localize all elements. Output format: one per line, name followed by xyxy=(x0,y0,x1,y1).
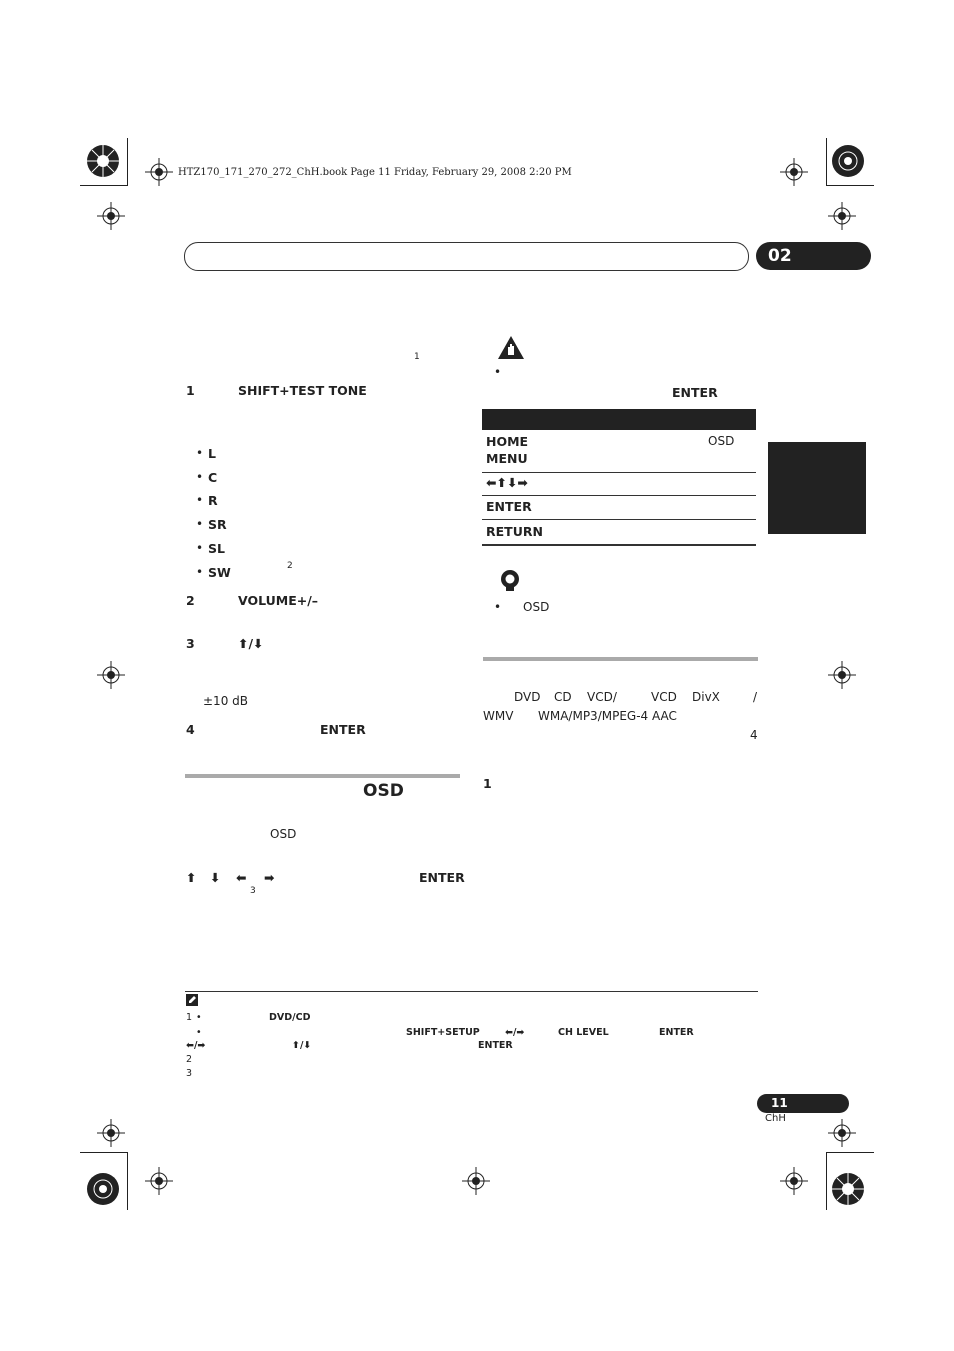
crosshair-mark-icon xyxy=(97,1119,125,1147)
step-number: 1 xyxy=(483,776,492,791)
format-vcd-slash: VCD/ xyxy=(587,690,617,704)
footnote-ref: 2 xyxy=(287,561,293,571)
note-number: 3 xyxy=(186,1068,193,1079)
channel-label: SR xyxy=(208,517,227,532)
table-divider xyxy=(482,495,756,496)
note-key: CH LEVEL xyxy=(558,1027,609,1038)
format-wmv: WMV xyxy=(483,709,514,723)
format-dvd: DVD xyxy=(514,690,541,704)
list-bullet: • xyxy=(494,600,502,614)
step-number: 3 xyxy=(186,636,195,651)
key-right: ➡ xyxy=(264,870,275,885)
crosshair-mark-icon xyxy=(780,158,808,186)
table-desc: OSD xyxy=(708,434,735,448)
language-code: ChH xyxy=(765,1113,786,1124)
registration-wheel-icon xyxy=(86,144,120,178)
language-side-tab xyxy=(768,442,866,534)
format-cd: CD xyxy=(554,690,572,704)
registration-wheel-icon xyxy=(831,1172,865,1206)
tip-lightbulb-icon xyxy=(498,569,522,593)
crosshair-mark-icon xyxy=(97,661,125,689)
table-key: ⬅⬆⬇➡ xyxy=(486,475,528,490)
key-label: VOLUME+/– xyxy=(238,593,319,608)
footnote-ref: 3 xyxy=(250,886,256,896)
step-number: 2 xyxy=(186,593,195,608)
crosshair-mark-icon xyxy=(828,1119,856,1147)
chapter-title-bar xyxy=(184,242,749,271)
channel-label: R xyxy=(208,493,218,508)
table-key: RETURN xyxy=(486,524,543,539)
key-label: ⬆/⬇ xyxy=(238,636,264,651)
table-divider xyxy=(482,519,756,520)
format-vcd: VCD xyxy=(651,690,677,704)
key-left: ⬅ xyxy=(236,870,247,885)
key-label: SHIFT+TEST TONE xyxy=(238,383,367,398)
file-info-header: HTZ170_171_270_272_ChH.book Page 11 Friday, February 29, 2008 2:20 PM xyxy=(178,167,572,178)
chapter-number: 02 xyxy=(756,242,871,270)
format-audio: WMA/MP3/MPEG-4 AAC xyxy=(538,709,677,723)
list-bullet: • xyxy=(494,365,502,379)
note-key: ⬅/➡ xyxy=(505,1027,525,1038)
table-divider xyxy=(482,472,756,473)
note-number: 1 xyxy=(186,1012,193,1023)
key-label: ENTER xyxy=(419,870,465,885)
caution-hand-icon xyxy=(497,335,525,360)
format-slash: / xyxy=(753,690,758,704)
section-rule xyxy=(185,774,460,778)
list-bullet: • xyxy=(196,517,204,531)
crosshair-mark-icon xyxy=(828,661,856,689)
note-pencil-icon xyxy=(186,994,198,1006)
table-bottom-rule xyxy=(482,544,756,546)
key-label: ENTER xyxy=(320,722,366,737)
section-rule xyxy=(483,657,758,661)
list-bullet: • xyxy=(196,565,204,579)
key-label: ENTER xyxy=(672,385,718,400)
note-key: ⬆/⬇ xyxy=(292,1040,312,1051)
list-bullet: • xyxy=(196,446,204,460)
crosshair-mark-icon xyxy=(828,202,856,230)
page-number: 11 xyxy=(757,1094,849,1113)
channel-label: L xyxy=(208,446,216,461)
channel-label: C xyxy=(208,470,218,485)
note-key: ENTER xyxy=(659,1027,694,1038)
list-bullet: • xyxy=(196,1027,202,1038)
table-key: HOME xyxy=(486,434,529,449)
note-key: ENTER xyxy=(478,1040,513,1051)
note-key: SHIFT+SETUP xyxy=(406,1027,480,1038)
step-number: 1 xyxy=(186,383,195,398)
channel-label: SL xyxy=(208,541,225,556)
note-number: 2 xyxy=(186,1054,193,1065)
note-key: DVD/CD xyxy=(269,1012,311,1023)
key-down: ⬇ xyxy=(210,870,221,885)
registration-wheel-icon xyxy=(86,1172,120,1206)
notes-rule xyxy=(185,991,758,992)
tip-text: OSD xyxy=(523,600,550,614)
section-title: OSD xyxy=(363,781,404,801)
crosshair-mark-icon xyxy=(145,158,173,186)
table-key: MENU xyxy=(486,451,528,466)
channel-label: SW xyxy=(208,565,231,580)
footnote-ref: 4 xyxy=(750,728,758,742)
footnote-ref: 1 xyxy=(414,352,420,362)
table-header xyxy=(482,409,756,430)
note-key: ⬅/➡ xyxy=(186,1040,206,1051)
list-bullet: • xyxy=(196,470,204,484)
crosshair-mark-icon xyxy=(145,1167,173,1195)
key-up: ⬆ xyxy=(186,870,197,885)
osd-text: OSD xyxy=(270,827,297,841)
crosshair-mark-icon xyxy=(97,202,125,230)
step-number: 4 xyxy=(186,722,195,737)
table-key: ENTER xyxy=(486,499,532,514)
registration-wheel-icon xyxy=(831,144,865,178)
list-bullet: • xyxy=(196,1012,202,1023)
crosshair-mark-icon xyxy=(780,1167,808,1195)
crosshair-mark-icon xyxy=(462,1167,490,1195)
level-range: ±10 dB xyxy=(203,694,248,708)
list-bullet: • xyxy=(196,493,204,507)
format-divx: DivX xyxy=(692,690,720,704)
list-bullet: • xyxy=(196,541,204,555)
